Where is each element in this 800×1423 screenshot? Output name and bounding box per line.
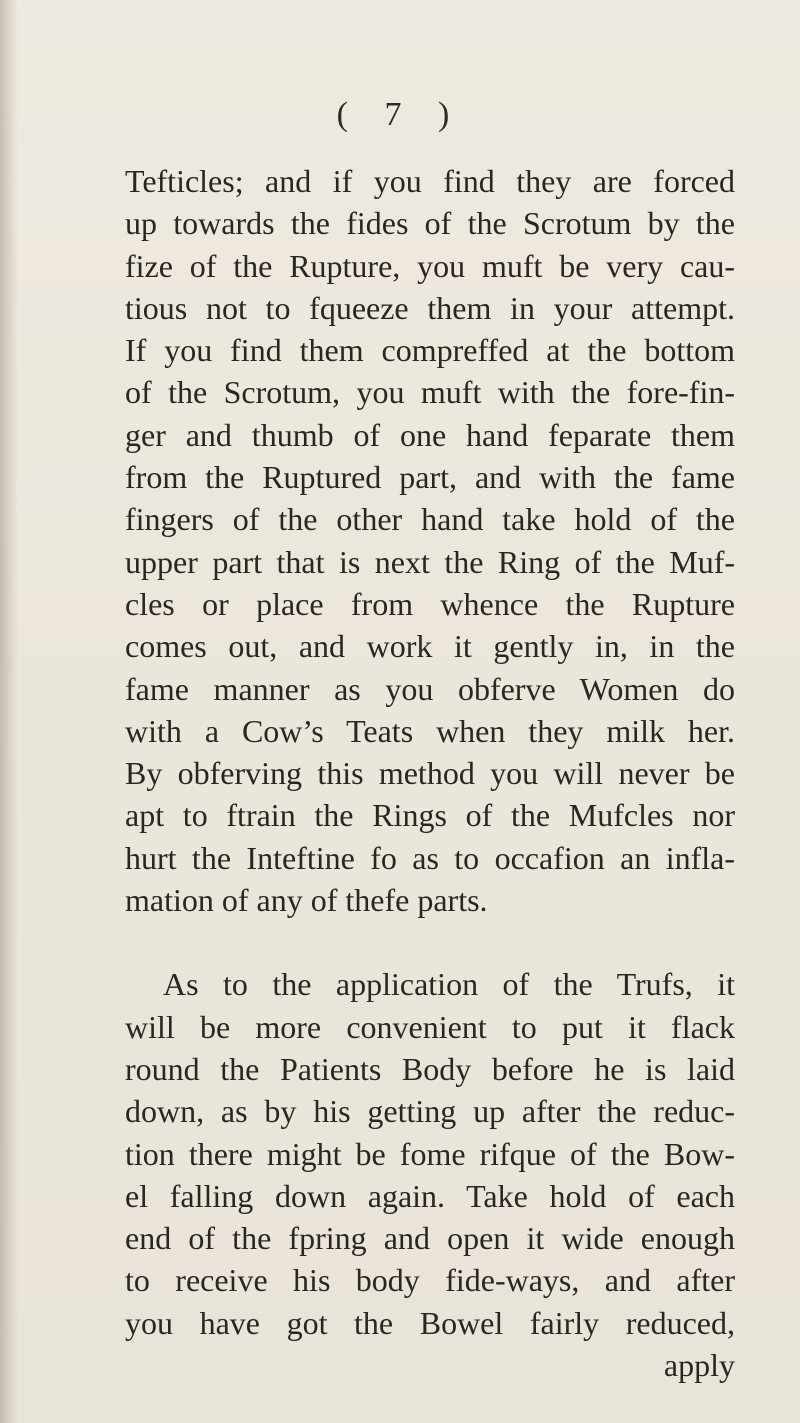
text-line: tion there might be fome rifque of the Bow-: [125, 1135, 735, 1172]
text-line: up towards the fides of the Scrotum by the: [125, 205, 735, 242]
text-line: If you find them compreffed at the bottom: [125, 332, 735, 369]
text-line: fingers of the other hand take hold of the: [125, 501, 735, 538]
text-line: By obferving this method you will never be: [125, 755, 735, 792]
text-line: mation of any of thefe parts.: [125, 882, 488, 919]
body-text: [125, 160, 735, 1386]
paragraph-gap: [125, 921, 735, 963]
paragraph: [125, 963, 735, 1344]
text-line: ger and thumb of one hand feparate them: [125, 416, 735, 453]
text-line: from the Ruptured part, and with the fame: [125, 459, 735, 496]
text-line: end of the fpring and open it wide enough: [125, 1220, 735, 1257]
text-line: upper part that is next the Ring of the Muf-: [125, 543, 735, 580]
text-line: you have got the Bowel fairly reduced,: [125, 1304, 735, 1341]
text-line: will be more convenient to put it flack: [125, 1008, 735, 1045]
text-line: of the Scrotum, you muft with the fore-fin-: [125, 374, 735, 411]
text-line: tious not to fqueeze them in your attempt.: [125, 289, 735, 326]
catchword: apply: [663, 1347, 735, 1384]
text-line: apt to ftrain the Rings of the Mufcles nor: [125, 797, 735, 834]
text-line: el falling down again. Take hold of each: [125, 1177, 735, 1214]
paragraph: [125, 160, 735, 921]
text-line: to receive his body fide-ways, and after: [125, 1262, 735, 1299]
text-line: Tefticles; and if you find they are forced: [125, 163, 735, 199]
text-line: cles or place from whence the Rupture: [125, 585, 735, 622]
binding-gutter-shadow: [0, 0, 18, 1423]
text-line: As to the application of the Trufs, it: [163, 966, 735, 1003]
text-line: round the Patients Body before he is laid: [125, 1050, 735, 1087]
text-line: fize of the Rupture, you muft be very cau-: [125, 247, 735, 284]
page-number: ( 7 ): [336, 96, 464, 133]
text-line: with a Cow’s Teats when they milk her.: [125, 712, 735, 749]
text-line: hurt the Inteftine fo as to occafion an infla-: [125, 839, 735, 876]
text-line: fame manner as you obferve Women do: [125, 670, 735, 707]
text-line: down, as by his getting up after the reduc-: [125, 1093, 735, 1130]
text-line: comes out, and work it gently in, in the: [125, 628, 735, 665]
